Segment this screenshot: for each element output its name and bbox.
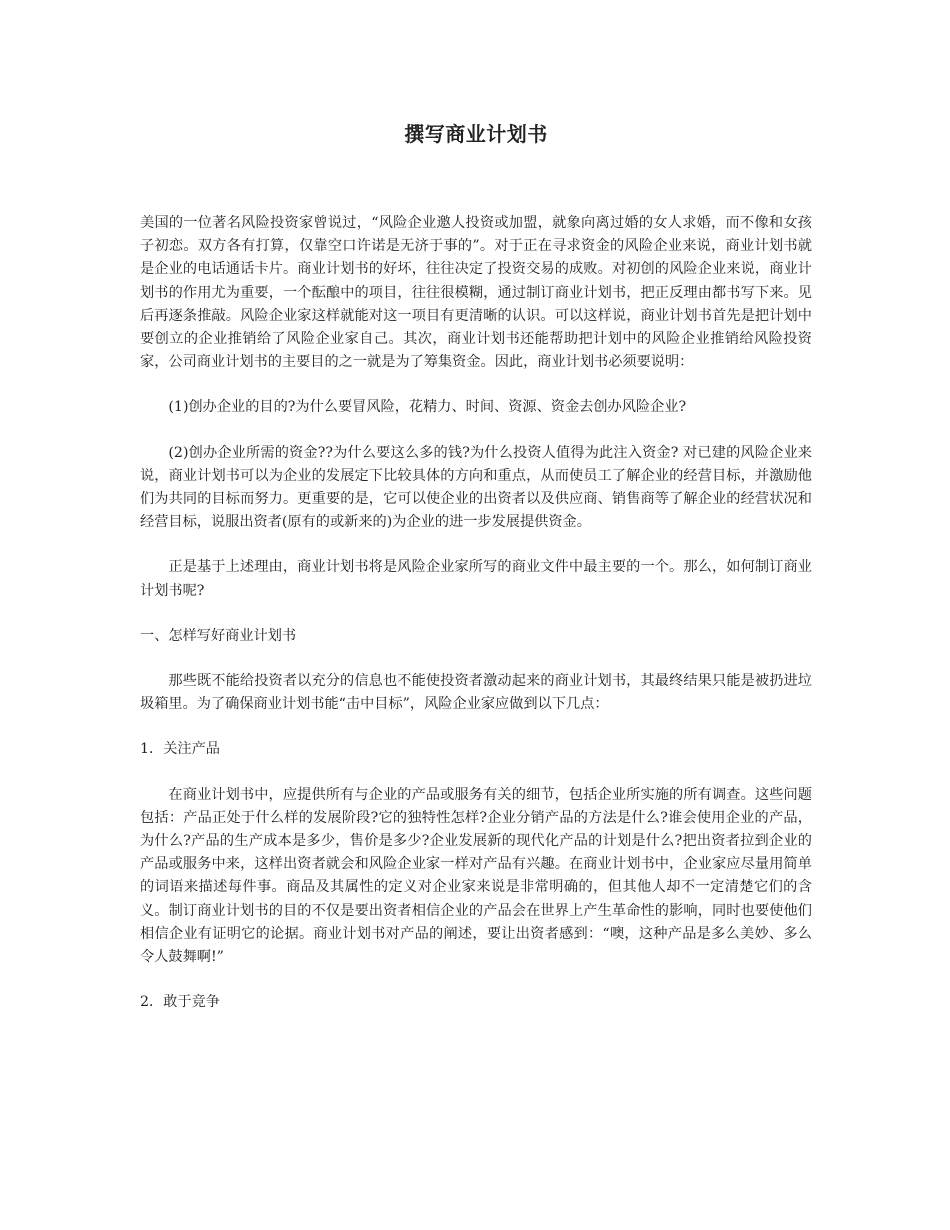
document-title: 撰写商业计划书 — [404, 122, 548, 146]
conclusion-paragraph: 正是基于上述理由，商业计划书将是风险企业家所写的商业文件中最主要的一个。那么，如何制订商业计划书呢? — [140, 559, 812, 599]
subheading-compete: 2．敢于竞争 — [140, 994, 220, 1011]
subheading-focus-product: 1．关注产品 — [140, 741, 220, 758]
document-body — [140, 212, 812, 1036]
section-heading-how-to-write: 一、怎样写好商业计划书 — [140, 627, 297, 644]
purpose-question-paragraph: (1)创办企业的目的?为什么要冒风险，花精力、时间、资源、资金去创办风险企业? — [168, 399, 687, 416]
intro-paragraph: 美国的一位著名风险投资家曾说过，“风险企业邀人投资或加盟，就象向离过婚的女人求婚，而不像和女孩子初恋。双方各有打算，仅靠空口许诺是无济于事的”。对于正在寻求资金的风险企业来说，商业计划书就是企业的电话通话卡片。商业计划书的好坏，往往决定了投资交易的成败。对初创的风险企业来说，商业计划书的作用尤为重要，一个酝酿中的项目，往往很模糊，通过制订商业计划书，把正反理由都书写下来。见后再逐条推敲。风险企业家这样就能对这一项目有更清晰的认识。可以这样说，商业计划书首先是把计划中要创立的企业推销给了风险企业家自己。其次，商业计划书还能帮助把计划中的风险企业推销给风险投资家，公司商业计划书的主要目的之一就是为了筹集资金。因此，商业计划书必须要说明： — [140, 215, 812, 371]
target-paragraph: 那些既不能给投资者以充分的信息也不能使投资者激动起来的商业计划书，其最终结果只能是被扔进垃圾箱里。为了确保商业计划书能“击中目标”，风险企业家应做到以下几点： — [140, 673, 812, 713]
funding-question-paragraph: (2)创办企业所需的资金??为什么要这么多的钱?为什么投资人值得为此注入资金? 对已建的风险企业来说，商业计划书可以为企业的发展定下比较具体的方向和重点，从而使员工了解企业的经营目标，并激励他们为共同的目标而努力。更重要的是，它可以使企业的出资者以及供应商、销售商等了解企业的经营状况和经营目标，说服出资者(原有的或新来的)为企业的进一步发展提供资金。 — [140, 444, 812, 531]
product-paragraph: 在商业计划书中，应提供所有与企业的产品或服务有关的细节，包括企业所实施的所有调查。这些问题包括：产品正处于什么样的发展阶段?它的独特性怎样?企业分销产品的方法是什么?谁会使用企业的产品，为什么?产品的生产成本是多少，售价是多少?企业发展新的现代化产品的计划是什么?把出资者拉到企业的产品或服务中来，这样出资者就会和风险企业家一样对产品有兴趣。在商业计划书中，企业家应尽量用简单的词语来描述每件事。商品及其属性的定义对企业家来说是非常明确的，但其他人却不一定清楚它们的含义。制订商业计划书的目的不仅是要出资者相信企业的产品会在世界上产生革命性的影响，同时也要使他们相信企业有证明它的论据。商业计划书对产品的阐述，要让出资者感到：“噢，这种产品是多么美妙、多么令人鼓舞啊!” — [140, 786, 812, 966]
